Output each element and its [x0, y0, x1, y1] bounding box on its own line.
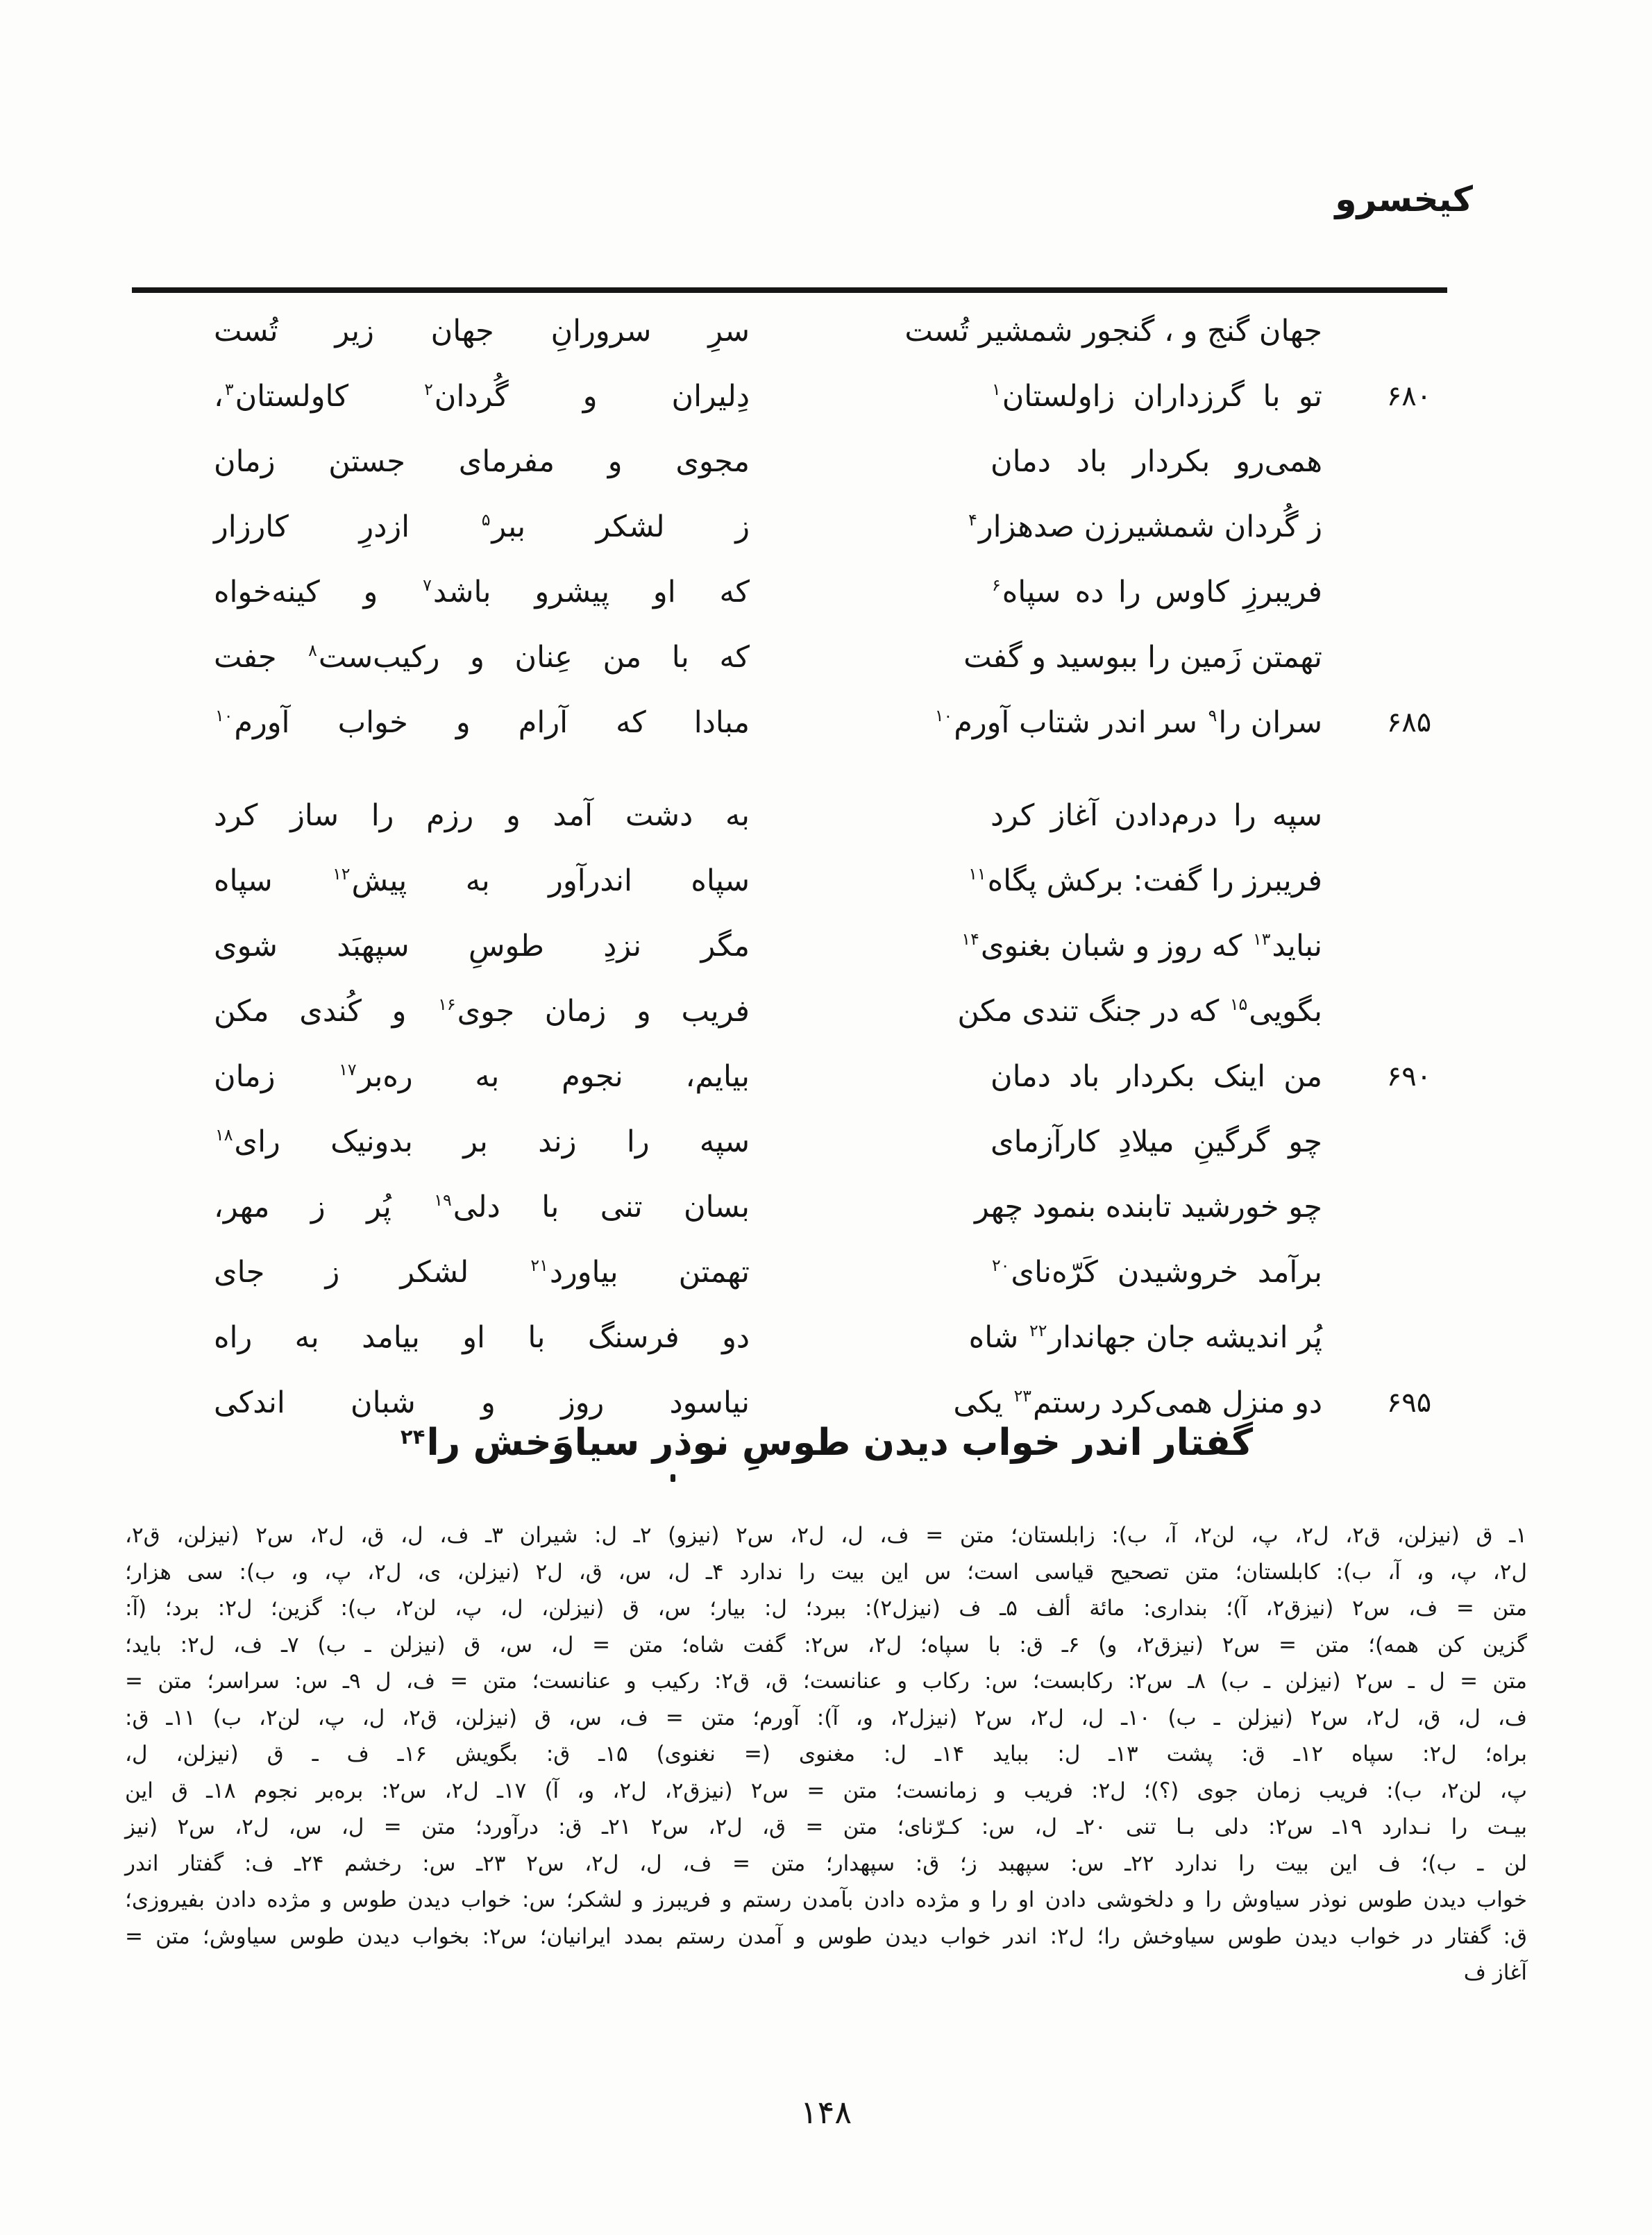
hemistich-left: دِلیران و گُردان$^۲$ کاولستان$^۳$، [214, 379, 750, 414]
footnote-line: براه؛ ل۲: سپاه ۱۲ـ ق: پشت ۱۳ـ ل: بباید ۱۴ـ ل: مغنوی (= نغنوی) ۱۵ـ ق: بگویش ۱۶ـ ف ـ ق (نیزلن، ل، [125, 1741, 1528, 1766]
verse-row [0, 979, 1652, 1044]
hemistich-left: سپاه اندرآور به پیش$^{۱۲}$ سپاه [214, 863, 750, 898]
hemistich-left: بسان تنی با دلی$^{۱۹}$ پُر ز مهر، [214, 1190, 750, 1224]
footnote-line: خواب دیدن طوس نوذر سیاوش را و دلخوشی دادن او را و مژده دادن بآمدن رستم و فریبرز و لشکر؛ س: خواب دیدن طوس و مژده دادن بفیروزی؛ [125, 1887, 1527, 1912]
verse-row [0, 298, 1652, 364]
hemistich-right: نباید$^{۱۳}$ که روز و شبان بغنوی$^{۱۴}$ [961, 929, 1322, 963]
verse-number: ۶۸۵ [1386, 707, 1432, 739]
hemistich-left: نیاسود روز و شبان اندکی [214, 1385, 750, 1420]
hemistich-left: دو فرسنگ با او بیامد به راه [214, 1320, 750, 1355]
footnote-line: متن = ف، س۲ (نیزق۲، آ)؛ بنداری: مائة ألف ۵ـ ف (نیزل۲): ببرد؛ ل: بیار؛ س، ق (نیزلن، ل، پ، لن۲، ب): گزین؛ ل۲: برد؛ (آ: [125, 1596, 1527, 1621]
verse-number: ۶۹۰ [1386, 1061, 1432, 1093]
hemistich-left: بیایم، نجوم به ره‌بر$^{۱۷}$ زمان [214, 1059, 750, 1094]
hemistich-left: فریب و زمان جوی$^{۱۶}$ و کُندی مکن [214, 994, 750, 1029]
ink-dot-artifact [671, 1474, 675, 1482]
hemistich-right: ز گُردان شمشیرزن صدهزار$^۴$ [968, 509, 1322, 544]
hemistich-right: فریبرز را گفت: برکش پگاه$^{۱۱}$ [968, 863, 1322, 898]
verse-row [0, 783, 1652, 848]
hemistich-right: فریبرزِ کاوس را ده سپاه$^۶$ [992, 575, 1322, 609]
verse-row [0, 1109, 1652, 1174]
hemistich-left: سپه را زند بر بدونیک رای$^{۱۸}$ [215, 1124, 750, 1159]
header-rule [132, 287, 1447, 293]
hemistich-right: سران را$^۹$ سر اندر شتاب آورم$^{۱۰}$ [934, 705, 1322, 740]
footnote-line: ق: گفتار در خواب دیدن طوس سیاوخش را؛ ل۲: اندر خواب دیدن طوس و آمدن رستم بمدد ایرانیان؛ س۲: بخواب دیدن طوس سیاوش؛ متن = [125, 1923, 1527, 1949]
verse-number: ۶۹۵ [1386, 1387, 1432, 1419]
hemistich-left: مگر نزدِ طوسِ سپهبَد شوی [214, 929, 750, 963]
verse-row [0, 494, 1652, 559]
running-header-title: کیخسرو [1335, 179, 1473, 219]
hemistich-left: مجوی و مفرمای جستن زمان [214, 444, 750, 479]
footnote-line: متن = ل ـ س۲ (نیزلن ـ ب) ۸ـ س۲: رکابست؛ س: رکاب و عنانست؛ ق، ق۲: رکیب و عنانست؛ متن = ف، ل ۹ـ س: سراسر؛ متن = [125, 1669, 1527, 1694]
footnote-line: پ، لن۲، ب): فریب زمان جوی (؟)؛ ل۲: فریب و زمانست؛ متن = س۲ (نیزق۲، ل۲، و، آ) ۱۷ـ ل۲، س۲: بره‌بر نجوم ۱۸ـ ق این [125, 1778, 1528, 1803]
hemistich-left: مبادا که آرام و خواب آورم$^{۱۰}$ [215, 705, 750, 740]
hemistich-left: که با من عِنان و رکیب‌ست$^۸$ جفت [214, 640, 750, 675]
hemistich-right: جهان گنج و ، گنجور شمشیر تُست [904, 314, 1322, 348]
hemistich-right: پُر اندیشه جان جهاندار$^{۲۲}$ شاه [968, 1320, 1322, 1355]
verse-row [0, 1044, 1652, 1109]
footnote-line: ۱ـ ق (نیزلن، ق۲، ل۲، پ، لن۲، آ، ب): زابلستان؛ متن = ف، ل، ل۲، س۲ (نیزو) ۲ـ ل: شیران ۳ـ ف، ل، ق، ل۲، س۲ (نیزلن، ق۲، [125, 1523, 1528, 1548]
verse-row [0, 690, 1652, 755]
hemistich-left: تهمتن بیاورد$^{۲۱}$ لشکر ز جای [214, 1255, 750, 1290]
verse-row [0, 364, 1652, 429]
hemistich-left: که او پیشرو باشد$^۷$ و کینه‌خواه [214, 575, 750, 609]
verse-row [0, 429, 1652, 494]
hemistich-right: تو با گرزداران زاولستان$^۱$ [992, 379, 1322, 414]
critical-apparatus [125, 1517, 1527, 1991]
hemistich-right: سپه را درم‌دادن آغاز کرد [991, 798, 1322, 833]
footnote-line: لن ـ ب)؛ ف این بیت را ندارد ۲۲ـ س: سپهبد ز؛ ق: سپهدار؛ متن = ف، ل، ل۲، س۲ ۲۳ـ س: رخشم ۲۴ـ ف: گفتار اندر [125, 1850, 1528, 1876]
hemistich-right: دو منزل همی‌کرد رستم$^{۲۳}$ یکی [953, 1385, 1322, 1420]
footnote-line: آغاز ف [1463, 1960, 1527, 1985]
hemistich-right: تهمتن زَمین را ببوسید و گفت [963, 640, 1322, 675]
verse-row [0, 1174, 1652, 1240]
hemistich-left: به دشت آمد و رزم را ساز کرد [214, 798, 750, 833]
verse-row [0, 559, 1652, 625]
verse-row [0, 625, 1652, 690]
verse-row [0, 848, 1652, 913]
verse-number: ۶۸۰ [1386, 380, 1432, 412]
hemistich-left: ز لشکر ببر$^۵$ ازدرِ کارزار [214, 509, 750, 544]
hemistich-right: همی‌رو بکردار باد دمان [991, 444, 1322, 479]
footnote-line: ل۲، پ، و، آ، ب): کابلستان؛ متن تصحیح قیاسی است؛ س این بیت را ندارد ۴ـ ل، س، ق، ل۲ (نیزلن، ی، ل۲، پ، و، ب): سی هزار؛ [125, 1559, 1527, 1585]
hemistich-left: سرِ سرورانِ جهان زیر تُست [214, 314, 750, 348]
hemistich-right: من اینک بکردار باد دمان [991, 1059, 1322, 1094]
hemistich-right: چو خورشید تابنده بنمود چهر [974, 1190, 1322, 1224]
verse-row [0, 1240, 1652, 1305]
hemistich-right: چو گرگینِ میلادِ کارآزمای [991, 1124, 1322, 1159]
verse-row [0, 1305, 1652, 1370]
page-number: ۱۴۸ [800, 2093, 852, 2131]
section-heading: گفتار اندر خواب دیدن طوسِ نوذر سیاوَخش را$^{۲۴}$ [400, 1422, 1254, 1464]
footnote-line: ف، ل، ق، ل۲، س۲ (نیزلن ـ ب) ۱۰ـ ل، ل۲، س۲ (نیزل۲، و، آ): آورم؛ متن = ف، س، ق (نیزلن، ق۲، ل، پ، لن۲، ب) ۱۱ـ ق: [125, 1705, 1527, 1730]
hemistich-right: بگویی$^{۱۵}$ که در جنگ تندی مکن [957, 994, 1322, 1029]
footnote-line: بیـت را نـدارد ۱۹ـ س۲: دلی بـا تنی ۲۰ـ ل، س: کـرّنای؛ متن = ق، ل۲، س۲ ۲۱ـ ق: درآورد؛ متن = ل، س، ل۲، س۲ (نیز [125, 1814, 1527, 1839]
footnote-line: گزین کن همه)؛ متن = س۲ (نیزق۲، و) ۶ـ ق: با سپاه؛ ل۲، س۲: گفت شاه؛ متن = ل، س، ق (نیزلن ـ ب) ۷ـ ف، ل۲: باید؛ [125, 1632, 1527, 1658]
verse-row [0, 913, 1652, 979]
hemistich-right: برآمد خروشیدن کَرّه‌نای$^{۲۰}$ [992, 1255, 1322, 1290]
